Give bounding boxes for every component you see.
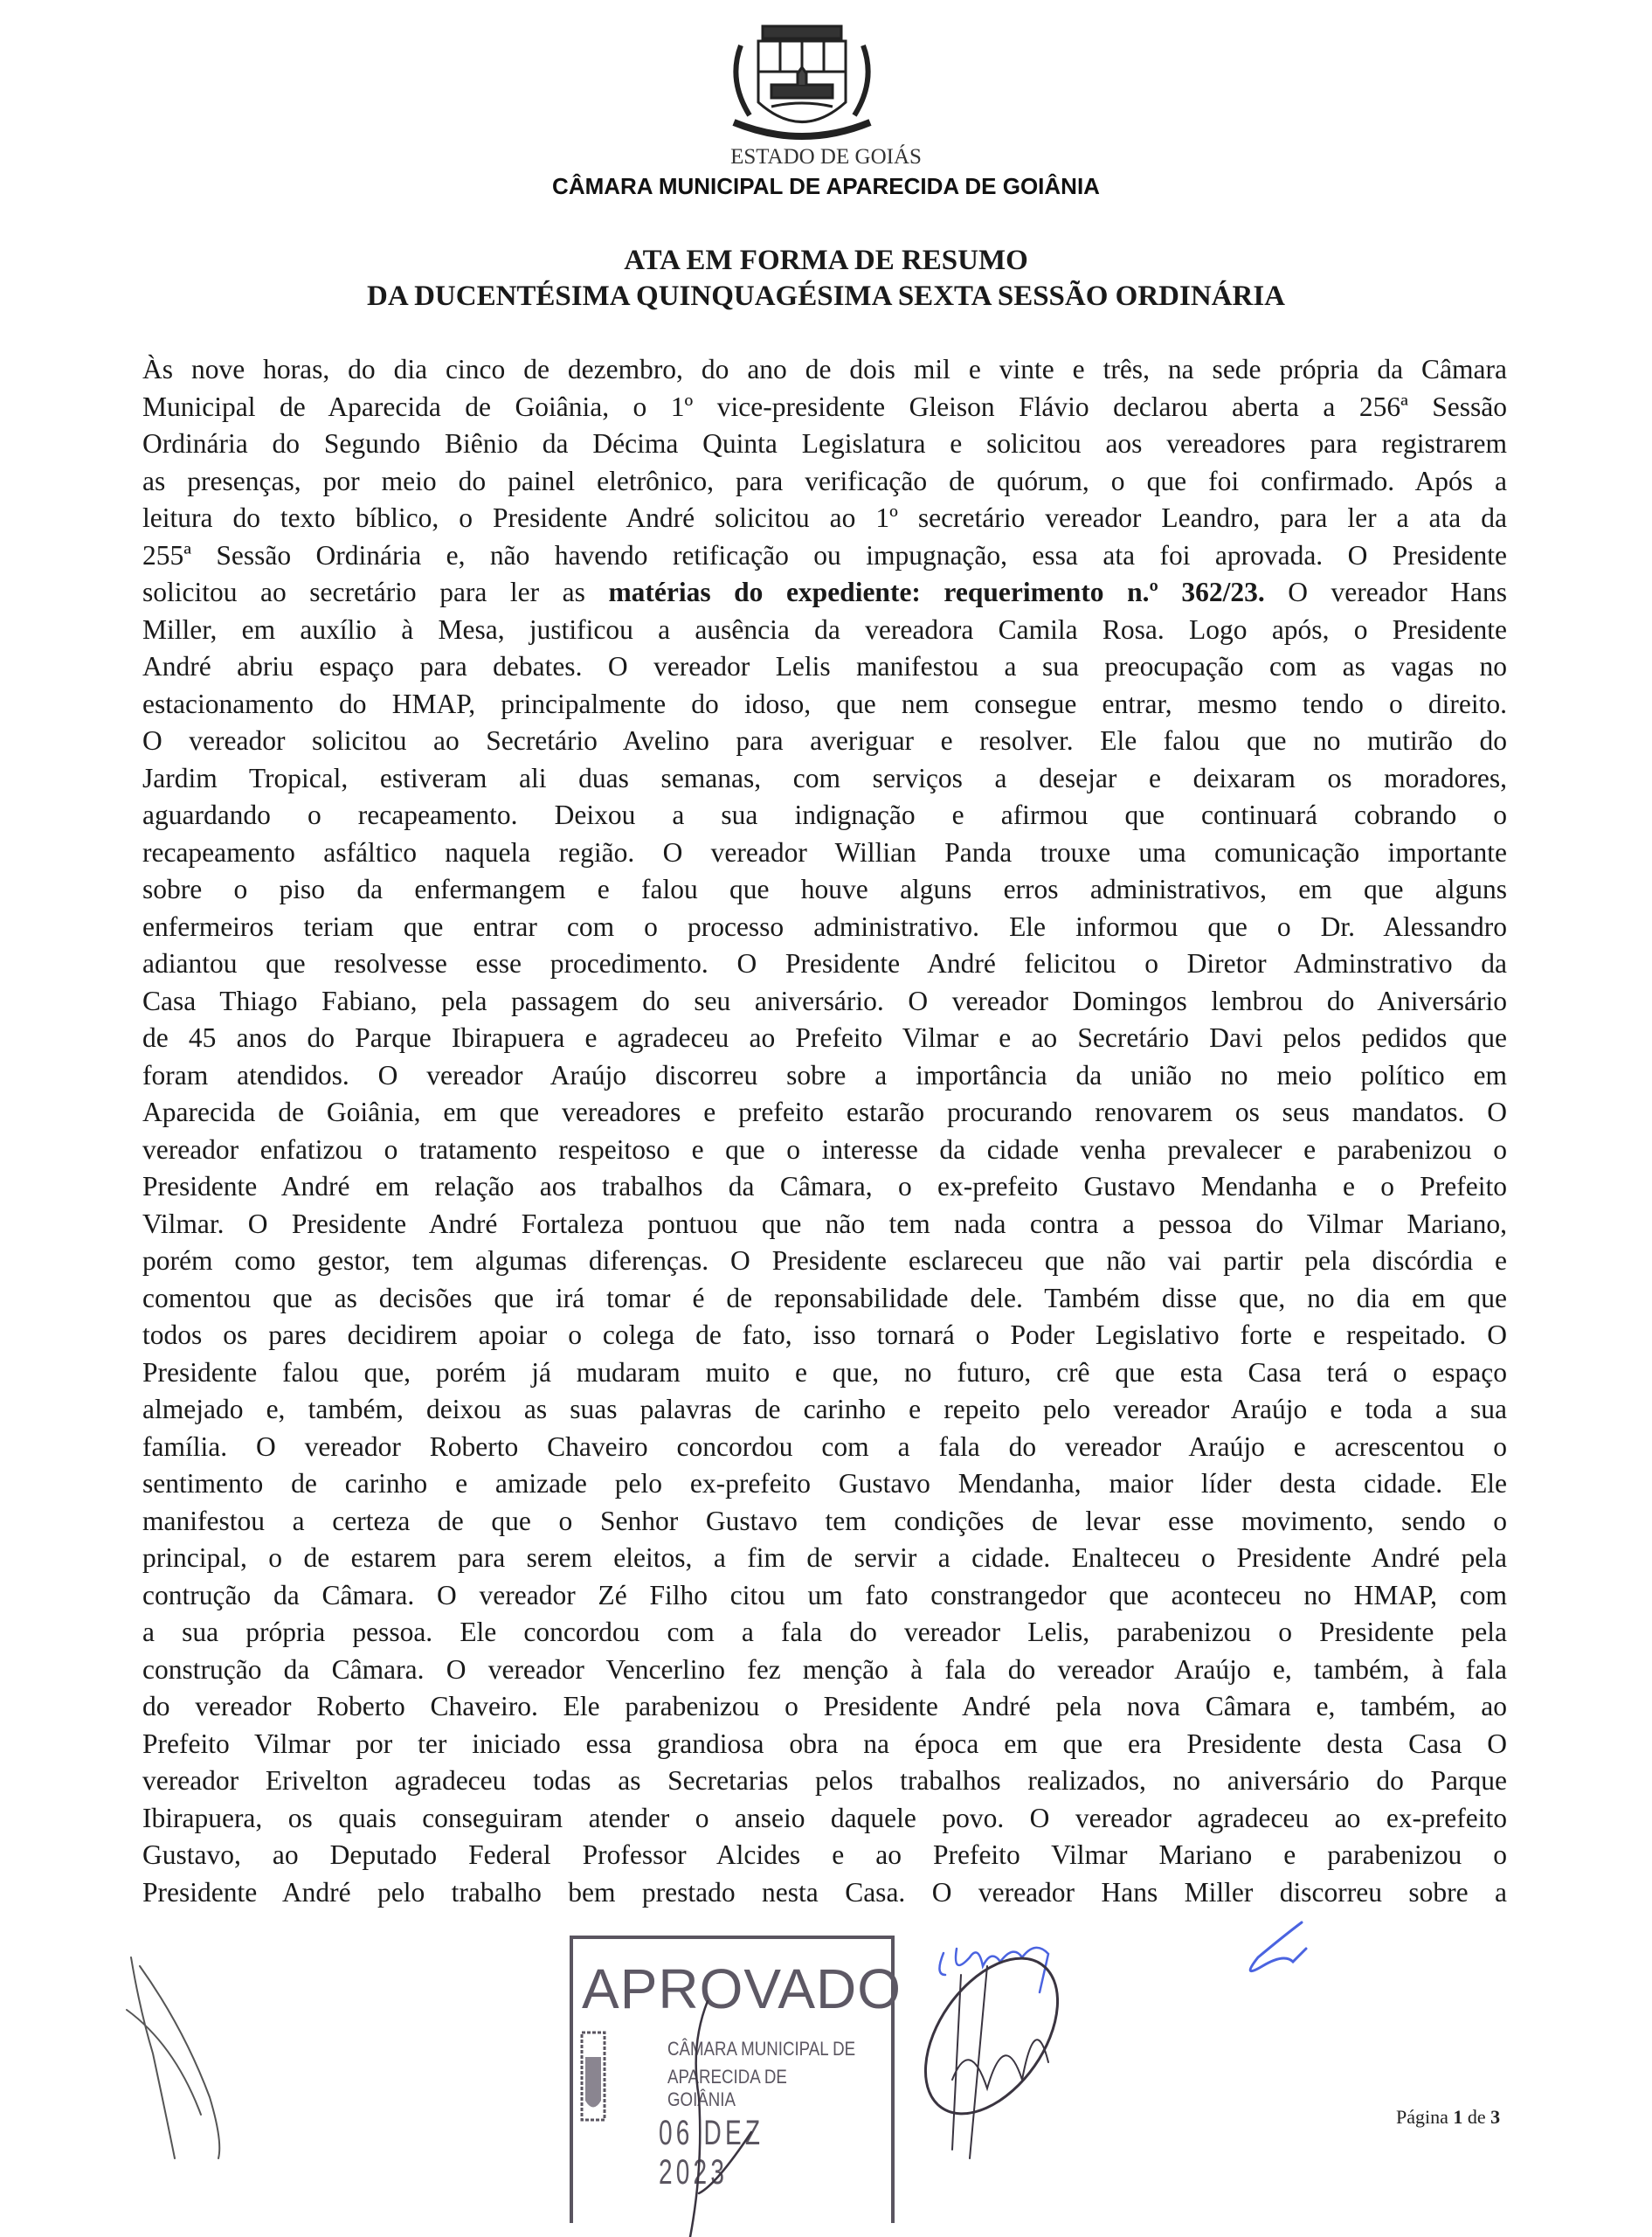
text-line: vereador enfatizou o tratamento respeitoso e que o interesse da cidade venha prevalecer e parabenizou o bbox=[142, 1133, 1507, 1165]
text-line: do vereador Roberto Chaveiro. Ele parabenizou o Presidente André pela nova Câmara e, também, ao bbox=[142, 1691, 1507, 1721]
text-line: sobre o piso da enfermangem e falou que houve alguns erros administrativos, em que alguns bbox=[142, 874, 1507, 904]
bold-expedient-text: matérias do expediente: requerimento n.º 362/23. bbox=[608, 577, 1265, 607]
text-segment: O vereador Hans bbox=[1264, 577, 1507, 607]
text-line: aguardando o recapeamento. Deixou a sua indignação e afirmou que continuará cobrando o bbox=[142, 800, 1507, 830]
page-total: 3 bbox=[1490, 2106, 1501, 2128]
stamp-crest-icon bbox=[580, 2031, 606, 2127]
text-line: família. O vereador Roberto Chaveiro concordou com a fala do vereador Araújo e acrescentou o bbox=[142, 1430, 1507, 1462]
text-line: Vilmar. O Presidente André Fortaleza pontuou que não tem nada contra a pessoa do Vilmar Mariano, bbox=[142, 1208, 1507, 1239]
document-subtitle: DA DUCENTÉSIMA QUINQUAGÉSIMA SEXTA SESSÃO ORDINÁRIA bbox=[366, 280, 1286, 312]
text-line: Ordinária do Segundo Biênio da Décima Quinta Legislatura e solicitou aos vereadores para registrarem bbox=[142, 428, 1507, 459]
stamp-org-line2: APARECIDA DE GOIÂNIA bbox=[667, 2066, 787, 2110]
text-line: porém como gestor, tem algumas diferenças. O Presidente esclareceu que não vai partir pela discórdia e bbox=[142, 1245, 1507, 1276]
stamp-org-line1: CÂMARA MUNICIPAL DE bbox=[667, 2038, 856, 2060]
text-line: André abriu espaço para debates. O vereador Lelis manifestou a sua preocupação com as vagas no bbox=[142, 651, 1507, 682]
text-line: Aparecida de Goiânia, em que vereadores e prefeito estarão procurando renovarem os seus mandatos. O bbox=[142, 1097, 1507, 1127]
text-line: comentou que as decisões que irá tomar é de reponsabilidade dele. Também disse que, no dia em que bbox=[142, 1282, 1507, 1313]
stamp-date: 06 DEZ 2023 bbox=[659, 2114, 764, 2192]
text-line: contrução da Câmara. O vereador Zé Filho citou um fato constrangedor que aconteceu no HMAP, com bbox=[142, 1579, 1507, 1610]
text-line: Municipal de Aparecida de Goiânia, o 1º vice-presidente Gleison Flávio declarou aberta a 256ª Sessão bbox=[142, 391, 1507, 422]
text-line: Ibirapuera, os quais conseguiram atender o anseio daquele povo. O vereador agradeceu ao ex-prefeito bbox=[142, 1802, 1507, 1833]
text-line: as presenças, por meio do painel eletrônico, para verificação de quórum, o que foi confirmado. Após a bbox=[142, 465, 1507, 496]
text-line: enfermeiros teriam que entrar com o processo administrativo. Ele informou que o Dr. Alessandro bbox=[142, 911, 1507, 942]
text-line: sentimento de carinho e amizade pelo ex-prefeito Gustavo Mendanha, maior líder desta cidade. Ele bbox=[142, 1468, 1507, 1499]
text-line: Presidente André em relação aos trabalhos da Câmara, o ex-prefeito Gustavo Mendanha e o Prefeito bbox=[142, 1171, 1507, 1202]
text-line: O vereador solicitou ao Secretário Avelino para averiguar e resolver. Ele falou que no mutirão do bbox=[142, 725, 1507, 756]
text-line: Miller, em auxílio à Mesa, justificou a ausência da vereadora Camila Rosa. Logo após, o Presidente bbox=[142, 613, 1507, 645]
text-line: Presidente André pelo trabalho bem prestado nesta Casa. O vereador Hans Miller discorreu sobre a bbox=[142, 1876, 1507, 1908]
text-segment: solicitou ao secretário para ler as bbox=[142, 577, 609, 607]
text-line: estacionamento do HMAP, principalmente do idoso, que nem consegue entrar, mesmo tendo o direito. bbox=[142, 688, 1507, 719]
text-line: adiantou que resolvesse esse procedimento. O Presidente André felicitou o Diretor Adminstrativo da bbox=[142, 948, 1507, 979]
text-line: construção da Câmara. O vereador Vencerlino fez menção à fala do vereador Araújo e, também, à fala bbox=[142, 1653, 1507, 1685]
text-line: principal, o de estarem para serem eleitos, a fim de servir a cidade. Enalteceu o Presidente André pela bbox=[142, 1542, 1507, 1573]
page-current: 1 bbox=[1453, 2106, 1463, 2128]
text-line bbox=[142, 574, 1507, 612]
text-line: de 45 anos do Parque Ibirapuera e agradeceu ao Prefeito Vilmar e ao Secretário Davi pelos pedidos que bbox=[142, 1022, 1507, 1053]
text-line: foram atendidos. O vereador Araújo discorreu sobre a importância da união no meio político em bbox=[142, 1059, 1507, 1091]
text-line: Às nove horas, do dia cinco de dezembro, do ano de dois mil e vinte e três, na sede própria da Câmara bbox=[142, 354, 1507, 384]
signature-black-oval bbox=[898, 1935, 1084, 2138]
page-sep: de bbox=[1467, 2106, 1486, 2128]
text-line: Presidente falou que, porém já mudaram muito e que, no futuro, crê que esta Casa terá o espaço bbox=[142, 1356, 1507, 1388]
text-line: 255ª Sessão Ordinária e, não havendo retificação ou impugnação, essa ata foi aprovada. O Presidente bbox=[142, 539, 1507, 571]
text-line: leitura do texto bíblico, o Presidente André solicitou ao 1º secretário vereador Leandro, para ler a ata da bbox=[142, 502, 1507, 533]
signature-blue-1 bbox=[939, 1948, 1048, 1992]
text-line: vereador Erivelton agradeceu todas as Secretarias pelos trabalhos realizados, no aniversário do Parque bbox=[142, 1765, 1507, 1796]
text-line: a sua própria pessoa. Ele concordou com a fala do vereador Lelis, parabenizou o Presidente pela bbox=[142, 1617, 1507, 1647]
signature-left bbox=[127, 1957, 219, 2158]
text-line: todos os pares decidirem apoiar o colega de fato, isso tornará o Poder Legislativo forte e respeitado. O bbox=[142, 1319, 1507, 1350]
text-line: manifestou a certeza de que o Senhor Gustavo tem condições de levar esse movimento, sendo o bbox=[142, 1505, 1507, 1536]
page-label: Página bbox=[1396, 2106, 1448, 2128]
state-name: ESTADO DE GOIÁS bbox=[730, 145, 922, 169]
minutes-body bbox=[142, 351, 1507, 1911]
text-line: almejado e, também, deixou as suas palavras de carinho e repeito pelo vereador Araújo e toda a sua bbox=[142, 1394, 1507, 1424]
institution-name: CÂMARA MUNICIPAL DE APARECIDA DE GOIÂNIA bbox=[552, 173, 1100, 199]
text-line: Jardim Tropical, estiveram ali duas semanas, com serviços a desejar e deixaram os moradores, bbox=[142, 762, 1507, 793]
approval-stamp bbox=[570, 1936, 902, 2223]
text-line: Gustavo, ao Deputado Federal Professor Alcides e ao Prefeito Vilmar Mariano e parabenizou o bbox=[142, 1839, 1507, 1870]
page-number bbox=[1396, 2106, 1500, 2129]
text-line: Prefeito Vilmar por ter iniciado essa grandiosa obra na época em que era Presidente desta Casa O bbox=[142, 1728, 1507, 1759]
signature-blue-2 bbox=[1250, 1922, 1306, 1971]
stamp-status: APROVADO bbox=[582, 1957, 902, 2020]
text-line: recapeamento asfáltico naquela região. O vereador Willian Panda trouxe uma comunicação importante bbox=[142, 836, 1507, 868]
text-line: Casa Thiago Fabiano, pela passagem do seu aniversário. O vereador Domingos lembrou do Aniversário bbox=[142, 985, 1507, 1016]
document-title: ATA EM FORMA DE RESUMO bbox=[624, 245, 1028, 276]
municipal-coat-of-arms-logo bbox=[723, 19, 881, 146]
